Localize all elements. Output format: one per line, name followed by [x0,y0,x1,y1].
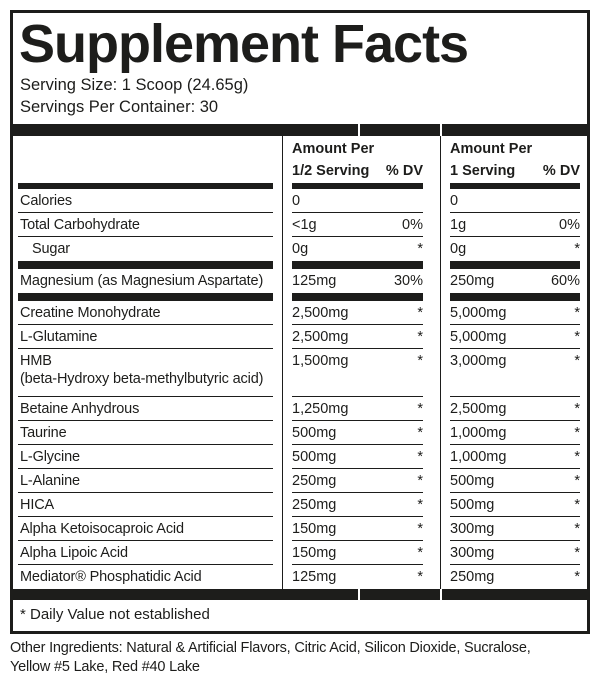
dv-half: * [417,545,423,561]
top-divider-bar [13,124,587,136]
amount-full: 5,000mg [450,329,507,345]
amount-full: 500mg [450,497,495,513]
dv-full: * [574,473,580,489]
daily-value-footnote: * Daily Value not established [20,606,210,623]
dv-full: * [574,353,580,369]
amount-half: 0 [292,193,301,209]
amount-half: 250mg [292,497,337,513]
amount-full: 5,000mg [450,305,507,321]
ingredient-name: Mediator® Phosphatidic Acid [20,569,202,585]
dv-full: 0% [559,217,580,233]
ingredient-name: Taurine [20,425,67,441]
amount-half: 500mg [292,449,337,465]
header-full-serving-label: 1 Serving [450,163,516,179]
amount-full: 250mg [450,569,495,585]
dv-half: * [417,329,423,345]
dv-full: * [574,329,580,345]
ingredient-name: Magnesium (as Magnesium Aspartate) [20,273,264,289]
amount-full: 500mg [450,473,495,489]
dv-half: * [417,569,423,585]
amount-half: 500mg [292,425,337,441]
header-amount-per-half: Amount Per [292,141,375,157]
amount-full: 300mg [450,545,495,561]
amount-full: 1,000mg [450,449,507,465]
supplement-facts-panel [10,10,590,634]
dv-half: * [417,521,423,537]
dv-half: * [417,401,423,417]
ingredient-name: Betaine Anhydrous [20,401,140,417]
table-row-hica [13,493,587,517]
table-row-magnesium [13,269,587,293]
ingredient-name: Calories [20,193,72,209]
amount-full: 1g [450,217,467,233]
amount-half: 2,500mg [292,305,349,321]
table-row-alpha-lipoic [13,541,587,565]
dv-half: * [417,449,423,465]
dv-half: * [417,473,423,489]
ingredient-name: Alpha Lipoic Acid [20,545,128,561]
ingredient-name: L-Alanine [20,473,80,489]
dv-half: 0% [402,217,423,233]
table-row-calories [13,189,587,213]
amount-half: 2,500mg [292,329,349,345]
other-ingredients-line1: Other Ingredients: Natural & Artificial Flavors, Citric Acid, Silicon Dioxide, Sucralose, [10,640,531,656]
dv-full: * [574,545,580,561]
header-half-dv-label: % DV [385,163,423,179]
dv-full: * [574,569,580,585]
table-row-betaine [13,397,587,421]
group-divider-bar [13,293,587,301]
amount-full: 250mg [450,273,495,289]
dv-full: * [574,521,580,537]
dv-half: * [417,305,423,321]
table-row-sugar [13,237,587,261]
amount-full: 1,000mg [450,425,507,441]
header-col-half-serving [282,136,440,189]
ingredient-name: Total Carbohydrate [20,217,140,233]
dv-full: * [574,401,580,417]
dv-full: * [574,241,580,257]
dv-half: * [417,497,423,513]
other-ingredients-line2: Yellow #5 Lake, Red #40 Lake [10,659,200,675]
serving-info [20,74,587,118]
table-row-glycine [13,445,587,469]
amount-half: 250mg [292,473,337,489]
dv-full: * [574,425,580,441]
ingredient-name: Alpha Ketoisocaproic Acid [20,521,184,537]
table-row-alpha-ketoisocaproic [13,517,587,541]
header-col-full-serving [440,136,587,189]
header-full-dv-label: % DV [542,163,580,179]
amount-half: 0g [292,241,309,257]
amount-half: 125mg [292,569,337,585]
ingredient-name-detail: (beta-Hydroxy beta-methylbutyric acid) [20,371,264,387]
table-row-taurine [13,421,587,445]
bottom-divider-bar [13,589,587,600]
amount-full: 0 [450,193,459,209]
amount-half: 150mg [292,521,337,537]
servings-per-container: Servings Per Container: 30 [20,98,219,116]
ingredient-name: HICA [20,497,55,513]
amount-full: 300mg [450,521,495,537]
amount-full: 2,500mg [450,401,507,417]
group-divider-bar [13,261,587,269]
dv-half: * [417,425,423,441]
other-ingredients [10,639,590,677]
dv-half: 30% [393,273,423,289]
table-header [13,136,587,189]
amount-full: 3,000mg [450,353,507,369]
ingredient-name: L-Glutamine [20,329,98,345]
dv-full: * [574,497,580,513]
table-row-alanine [13,469,587,493]
dv-half: * [417,353,423,369]
dv-full: 60% [550,273,580,289]
ingredient-name: Creatine Monohydrate [20,305,161,321]
table-row-hmb [13,349,587,397]
ingredient-name: L-Glycine [20,449,80,465]
dv-full: * [574,305,580,321]
dv-full: * [574,449,580,465]
table-row-phosphatidic-acid [13,565,587,589]
amount-full: 0g [450,241,467,257]
serving-size: Serving Size: 1 Scoop (24.65g) [20,76,249,94]
amount-half: 1,250mg [292,401,349,417]
table-row-glutamine [13,325,587,349]
ingredient-name: HMB [20,353,52,369]
table-row-creatine [13,301,587,325]
header-half-serving-label: 1/2 Serving [292,163,370,179]
header-spacer [13,136,282,189]
header-amount-per-full: Amount Per [450,141,533,157]
ingredient-name: Sugar [32,241,70,257]
amount-half: 150mg [292,545,337,561]
label-title: Supplement Facts [19,14,469,74]
dv-half: * [417,241,423,257]
table-row-carbohydrate [13,213,587,237]
amount-half: 1,500mg [292,353,349,369]
amount-half: 125mg [292,273,337,289]
amount-half: <1g [292,217,317,233]
